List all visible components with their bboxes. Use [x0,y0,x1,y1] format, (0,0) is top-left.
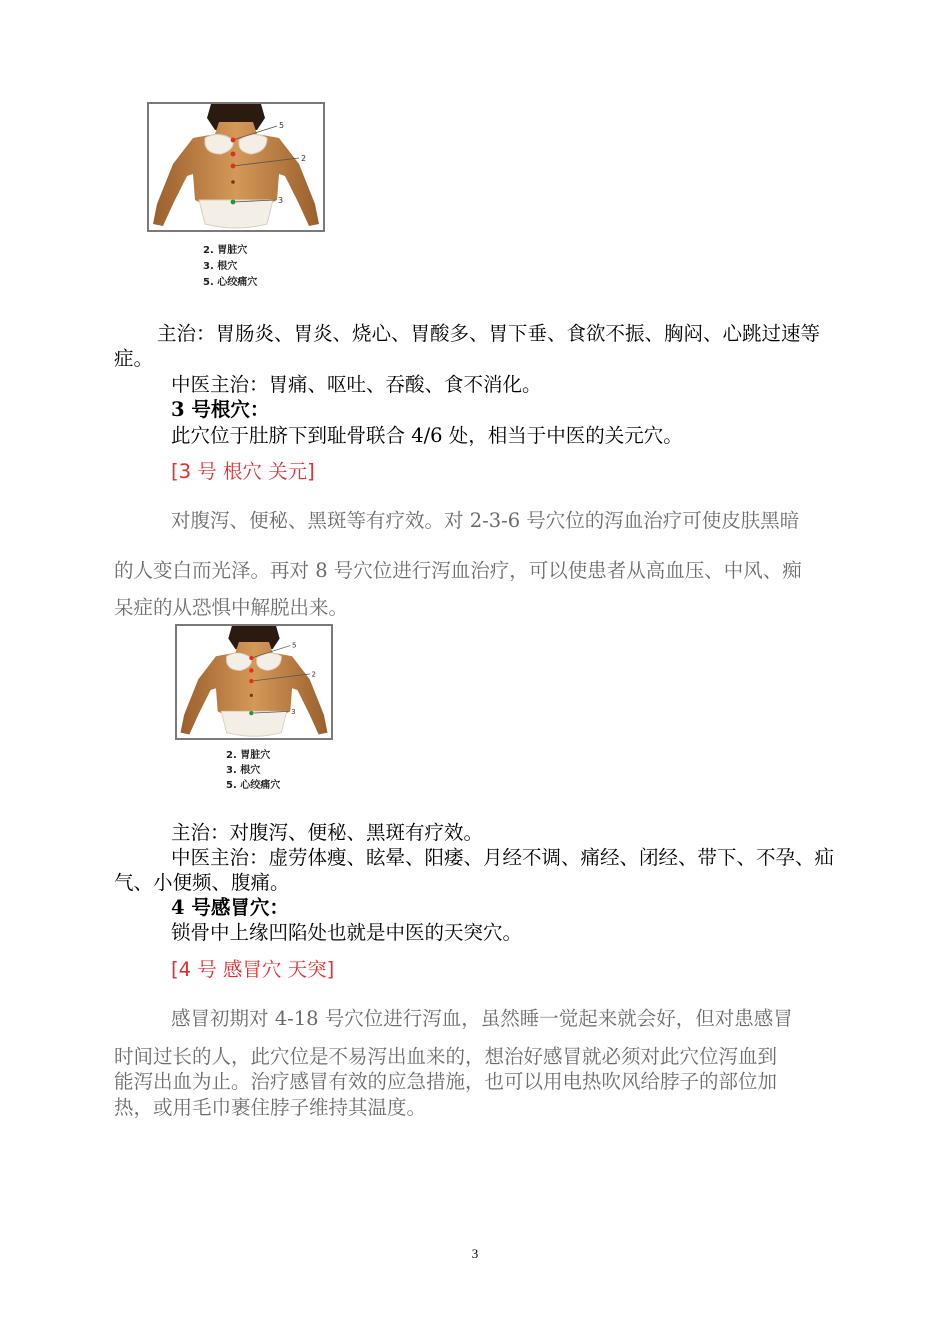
stomach-main-treatment-line2: 症。 [114,347,154,370]
figure-1-caption [203,243,257,291]
point-label-3: 3 [278,196,284,205]
acupoint-2 [249,679,253,683]
torso-illustration [177,626,331,738]
stomach-main-treatment-line1: 主治：胃肠炎、胃炎、烧心、胃酸多、胃下垂、食欲不振、胸闷、心跳过速等 [157,322,821,345]
caption-item: 5. 心绞痛穴 [226,780,281,791]
cold-point-heading: 4 号感冒穴： [171,896,289,919]
figure-2-caption [226,748,280,793]
acupoint-5 [231,138,236,143]
cold-desc-line1: 感冒初期对 4-18 号穴位进行泻血，虽然睡一觉起来就会好，但对患感冒 [171,1007,793,1030]
point-label-2: 2 [311,669,317,679]
root-main-treatment: 主治：对腹泻、便秘、黑斑有疗效。 [171,821,484,844]
caption-item: 3. 根穴 [226,765,261,776]
cold-desc-line3: 能泻出血为止。治疗感冒有效的应急措施，也可以用电热吹风给脖子的部位加 [114,1070,778,1093]
root-desc-line2: 的人变白而光泽。再对 8 号穴位进行泻血治疗，可以使患者从高血压、中风、痴 [114,559,802,582]
stomach-tcm-treatment: 中医主治：胃痛、呕吐、吞酸、食不消化。 [171,373,542,396]
acupoint-5 [249,656,253,660]
root-point-heading: 3 号根穴： [171,398,270,421]
root-desc-line1: 对腹泻、便秘、黑斑等有疗效。对 2-3-6 号穴位的泻血治疗可使皮肤黑暗 [171,509,800,532]
navel [231,180,235,184]
root-tcm-treatment-line2: 气、小便频、腹痛。 [114,871,290,894]
acupoint-3 [249,711,253,715]
acupoint [249,668,253,672]
cold-point-tag: [4 号 感冒穴 天突] [171,958,335,981]
point-label-5: 5 [292,640,297,650]
cold-desc-line4: 热，或用毛巾裹住脖子维持其温度。 [114,1096,427,1119]
root-point-tag: [3 号 根穴 关元] [171,460,315,483]
acupoint-3 [231,200,236,205]
caption-item: 5. 心绞痛穴 [203,277,258,288]
navel [250,694,253,697]
point-label-3: 3 [291,706,296,717]
acupoint-2 [231,164,236,169]
torso-illustration [149,104,323,230]
cold-point-location: 锁骨中上缘凹陷处也就是中医的天突穴。 [171,921,523,944]
page-number: 3 [471,1246,479,1261]
caption-item: 2. 胃脏穴 [226,750,271,761]
root-desc-line3: 呆症的从恐惧中解脱出来。 [114,596,349,619]
acupoint [231,152,236,157]
root-tcm-treatment-line1: 中医主治：虚劳体瘦、眩晕、阳痿、月经不调、痛经、闭经、带下、不孕、疝 [171,846,835,869]
caption-item: 3. 根穴 [203,261,238,272]
torso-figure-1 [147,102,325,232]
root-point-location: 此穴位于肚脐下到耻骨联合 4/6 处，相当于中医的关元穴。 [171,424,683,447]
point-label-2: 2 [301,154,307,163]
caption-item: 2. 胃脏穴 [203,245,248,256]
point-label-5: 5 [279,121,285,130]
torso-figure-2 [175,624,333,740]
cold-desc-line2: 时间过长的人，此穴位是不易泻出血来的，想治好感冒就必须对此穴位泻血到 [114,1045,778,1068]
